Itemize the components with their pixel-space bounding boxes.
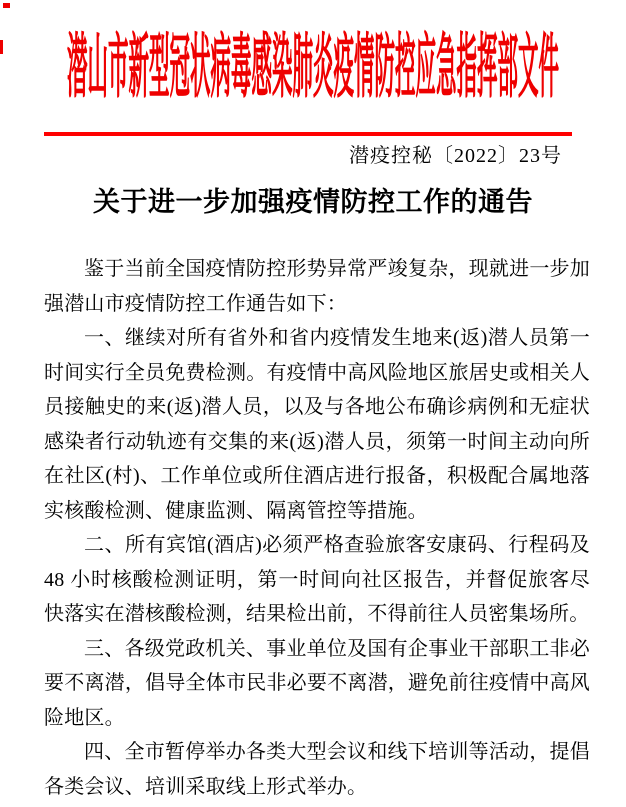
letterhead-divider (44, 132, 572, 136)
paragraph-item-1: 一、继续对所有省外和省内疫情发生地来(返)潜人员第一时间实行全员免费检测。有疫情中高风险地区旅居史或相关人员接触史的来(返)潜人员，以及与各地公布确诊病例和无症状感染者行动轨迹有交集的来(返)潜人员，须第一时间主动向所在社区(村)、工作单位或所住酒店进行报备，积极配合属地落实核酸检测、健康监测、隔离管控等措施。 (44, 327, 590, 522)
letterhead-org-title: 潜山市新型冠状病毒感染肺炎疫情防控应急指挥部文件 (67, 32, 559, 108)
doc-title: 关于进一步加强疫情防控工作的通告 (93, 187, 533, 217)
paragraph-item-4: 四、全市暂停举办各类大型会议和线下培训等活动，提倡各类会议、培训采取线上形式举办。 (44, 741, 590, 798)
doc-body (44, 252, 590, 804)
scan-artifact (3, 3, 10, 8)
paragraph-item-2: 二、所有宾馆(酒店)必须严格查验旅客安康码、行程码及48 小时核酸检测证明，第一时间向社区报告，并督促旅客尽快落实在潜核酸检测，结果检出前，不得前往人员密集场所。 (44, 534, 590, 625)
doc-number: 潜疫控秘〔2022〕23号 (349, 145, 562, 167)
letterhead (0, 0, 626, 120)
scan-artifact (0, 40, 3, 54)
paragraph-intro: 鉴于当前全国疫情防控形势异常严竣复杂，现就进一步加强潜山市疫情防控工作通告如下： (44, 258, 590, 315)
paragraph-item-3: 三、各级党政机关、事业单位及国有企事业干部职工非必要不离潜，倡导全体市民非必要不离潜，避免前往疫情中高风险地区。 (44, 637, 590, 729)
